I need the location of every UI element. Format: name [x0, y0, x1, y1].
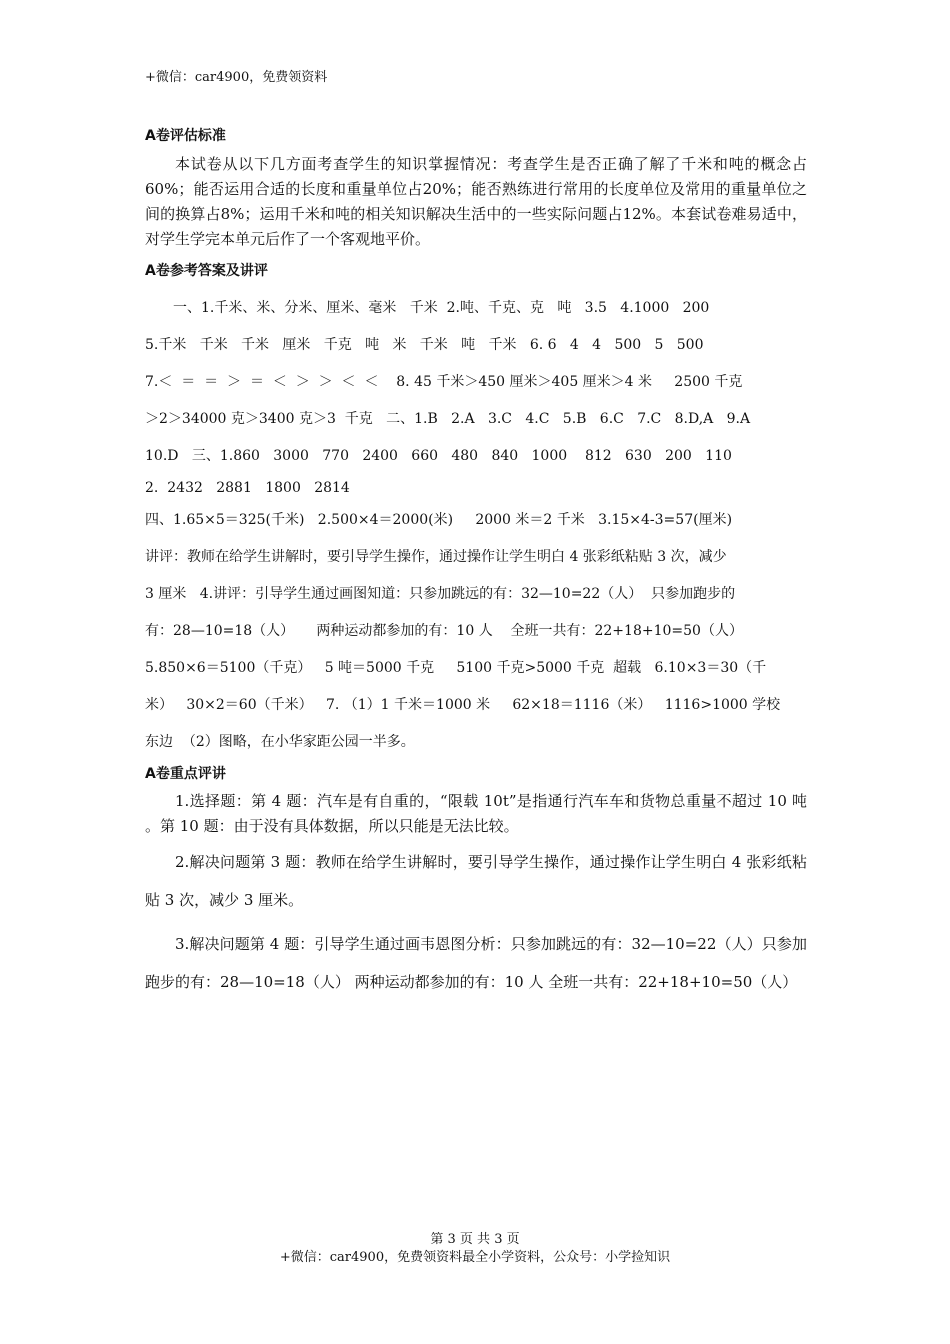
answer-line: 5.850×6＝5100（千克） 5 吨＝5000 千克 5100 千克>5000 千克 超载 6.10×3＝30（千	[145, 660, 767, 676]
answer-list	[145, 290, 807, 761]
key-points-list	[145, 789, 807, 1001]
answer-line: 四、1.65×5＝325(千米) 2.500×4＝2000(米) 2000 米＝2 千米 3.15×4-3=57(厘米)	[145, 512, 733, 528]
key-point: 3.解决问题第 4 题：引导学生通过画韦恩图分析：只参加跳远的有：32—10=22（人）只参加跑步的有：28—10=18（人） 两种运动都参加的有：10 人 全班一共有：22+18+10=50（人）	[145, 935, 807, 991]
page-number: 第 3 页 共 3 页	[430, 1232, 520, 1247]
answer-line: ＞2＞34000 克＞3400 克＞3 千克 二、1.B 2.A 3.C 4.C 5.B 6.C 7.C 8.D,A 9.A	[145, 411, 751, 427]
section-heading-evaluation: A卷评估标准	[145, 128, 226, 144]
key-point: 2.解决问题第 3 题：教师在给学生讲解时，要引导学生操作，通过操作让学生明白 4 张彩纸粘贴 3 次，减少 3 厘米。	[145, 853, 807, 909]
document-content	[145, 125, 807, 1001]
answer-line: 2. 2432 2881 1800 2814	[145, 480, 350, 496]
footer-promo: +微信：car4900，免费领资料最全小学资料，公众号：小学捡知识	[279, 1250, 671, 1265]
answer-line: 讲评：教师在给学生讲解时，要引导学生操作，通过操作让学生明白 4 张彩纸粘贴 3 次，减少	[145, 549, 727, 565]
answer-line: 米） 30×2＝60（千米） 7. （1）1 千米＝1000 米 62×18＝1116（米） 1116>1000 学校	[145, 697, 781, 713]
answer-line: 有：28—10=18（人） 两种运动都参加的有：10 人 全班一共有：22+18+10=50（人）	[145, 623, 743, 639]
evaluation-paragraph: 本试卷从以下几方面考查学生的知识掌握情况：考查学生是否正确了解了千米和吨的概念占60%；能否运用合适的长度和重量单位占20%；能否熟练进行常用的长度单位及常用的重量单位之间的换算占8%；运用千米和吨的相关知识解决生活中的一些实际问题占12%。本套试卷难易适中，对学生学完本单元后作了一个客观地平价。	[145, 155, 807, 248]
answer-line: 3 厘米 4.讲评：引导学生通过画图知道：只参加跳远的有：32—10=22（人） 只参加跑步的	[145, 586, 736, 602]
answer-line: 7.＜ ＝ ＝ ＞ ＝ ＜ ＞ ＞ ＜ ＜ 8. 45 千米＞450 厘米＞405 厘米＞4 米 2500 千克	[145, 374, 743, 390]
section-heading-key-points: A卷重点评讲	[145, 766, 226, 782]
answer-line: 一、1.千米、米、分米、厘米、毫米 千米 2.吨、千克、克 吨 3.5 4.1000 200	[173, 300, 710, 316]
answer-line: 东边 （2）图略，在小华家距公园一半多。	[145, 734, 415, 750]
section-heading-answers: A卷参考答案及讲评	[145, 263, 268, 279]
header-note: +微信：car4900，免费领资料	[145, 70, 328, 85]
answer-line: 10.D 三、1.860 3000 770 2400 660 480 840 1000 812 630 200 110	[145, 448, 732, 464]
key-point: 1.选择题：第 4 题：汽车是有自重的，“限载 10t”是指通行汽车车和货物总重量不超过 10 吨 。第 10 题：由于没有具体数据，所以只能是无法比较。	[145, 792, 807, 835]
answer-line: 5.千米 千米 千米 厘米 千克 吨 米 千米 吨 千米 6. 6 4 4 500 5 500	[145, 337, 704, 353]
